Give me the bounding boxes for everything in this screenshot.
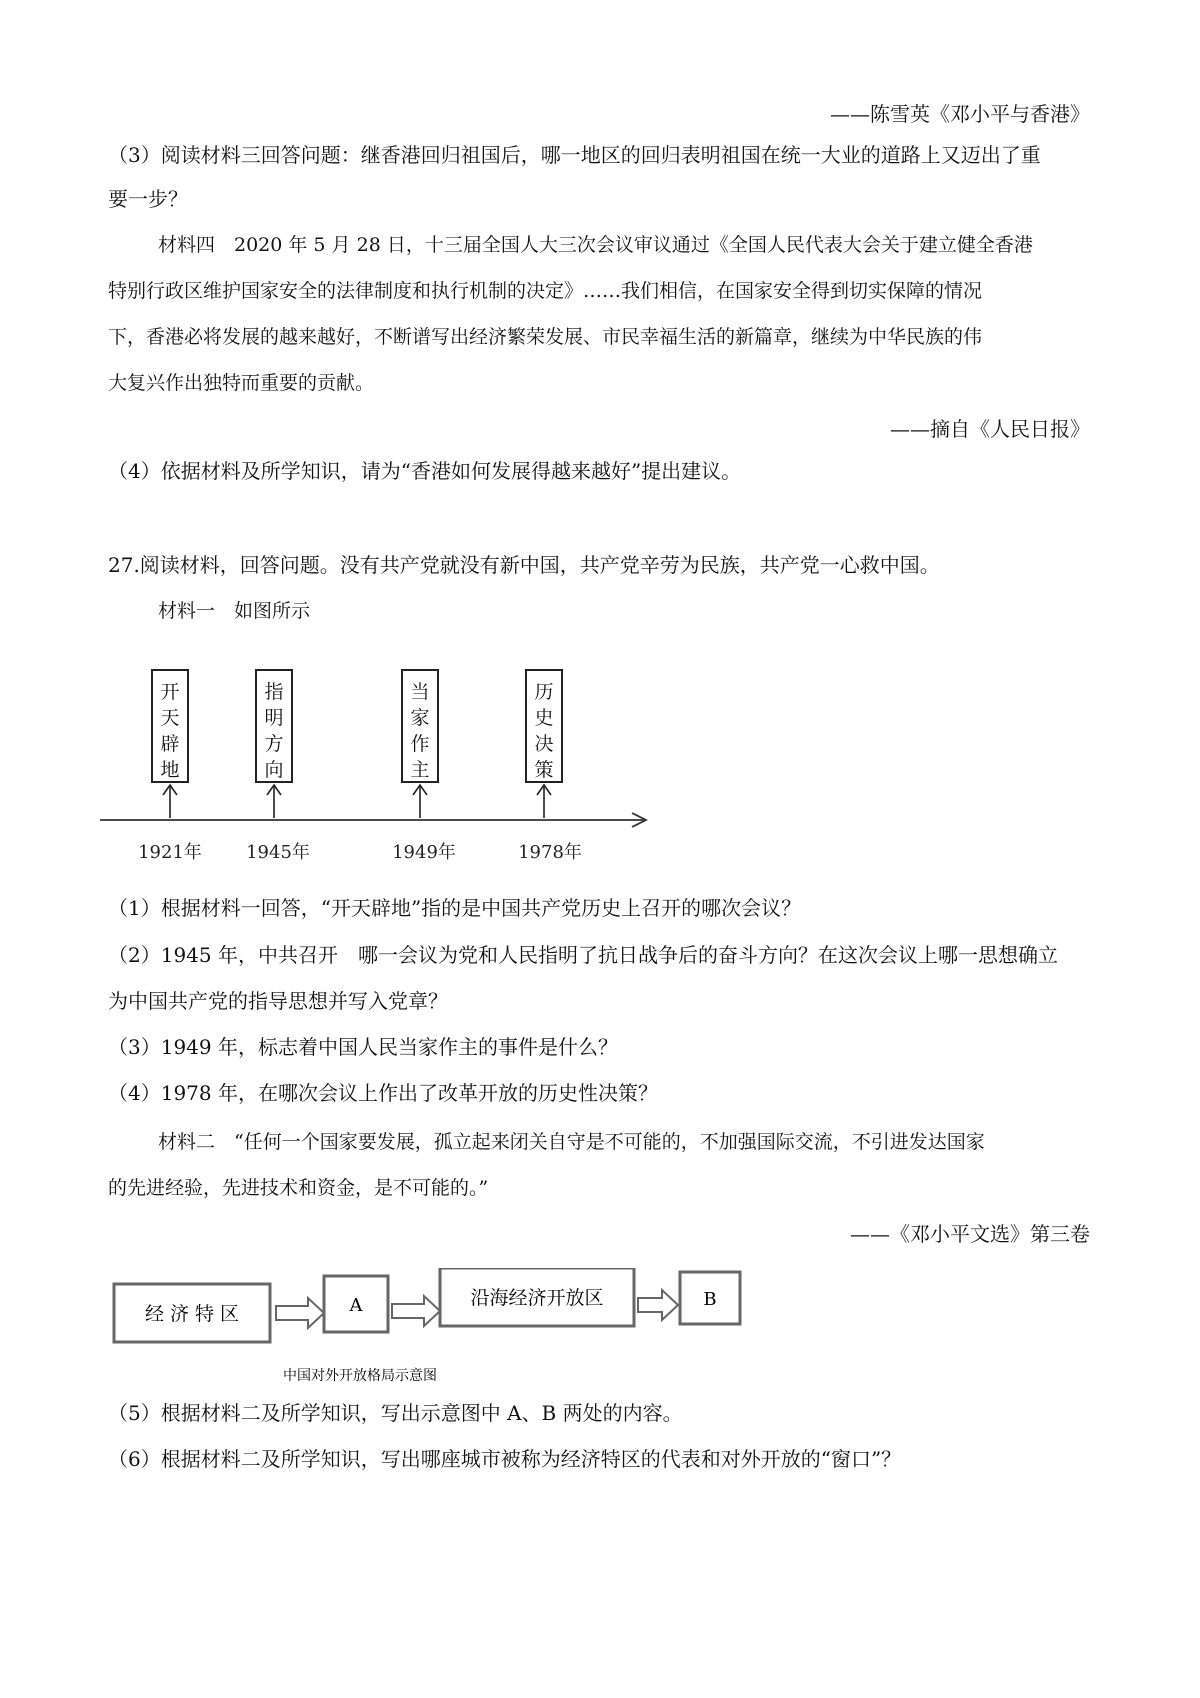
timeline-year: 1921年 [138, 842, 202, 863]
flow-box-a-label: A [349, 1295, 363, 1316]
timeline-char: 当 [410, 681, 430, 703]
source-citation: ——摘自《人民日报》 [890, 417, 1090, 441]
timeline-char: 作 [410, 733, 430, 755]
flow-box-sez-label: 经 济 特 区 [144, 1303, 240, 1325]
timeline-char: 家 [410, 707, 430, 729]
opening-up-flow-diagram [110, 1268, 810, 1388]
source-citation: ——陈雪英《邓小平与香港》 [830, 102, 1090, 126]
timeline-diagram [100, 668, 660, 878]
timeline-year: 1945年 [246, 842, 310, 863]
timeline-char: 向 [264, 759, 284, 781]
material-2-line2: 的先进经验，先进技术和资金，是不可能的。” [108, 1177, 489, 1199]
flow-box-b-label: B [703, 1289, 717, 1310]
material-4-line2: 特别行政区维护国家安全的法律制度和执行机制的决定》……我们相信，在国家安全得到切实保障的情况 [108, 280, 983, 302]
timeline-char: 策 [534, 759, 554, 781]
timeline-char: 开 [160, 681, 180, 703]
question-26-3: （3）阅读材料三回答问题：继香港回归祖国后，哪一地区的回归表明祖国在统一大业的道路上又迈出了重 [108, 143, 1041, 167]
timeline-char: 史 [534, 707, 554, 729]
question-27-4: （4）1978 年，在哪次会议上作出了改革开放的历史性决策？ [108, 1081, 658, 1105]
timeline-char: 天 [160, 707, 180, 729]
material-4-line4: 大复兴作出独特而重要的贡献。 [108, 372, 375, 394]
timeline-char: 历 [534, 681, 554, 703]
timeline-char: 地 [160, 759, 180, 781]
material-2-line1: 材料二 “任何一个国家要发展，孤立起来闭关自守是不可能的，不加强国际交流，不引进发达国家 [158, 1131, 985, 1153]
hollow-arrow-icon [392, 1296, 440, 1326]
timeline-char: 决 [534, 733, 554, 755]
question-27-2: （2）1945 年，中共召开 哪一会议为党和人民指明了抗日战争后的奋斗方向？在这次会议上哪一思想确立 [108, 943, 1058, 967]
timeline-year: 1949年 [392, 842, 456, 863]
question-26-3-cont: 要一步？ [108, 187, 188, 211]
question-27-2-cont: 为中国共产党的指导思想并写入党章？ [108, 989, 448, 1013]
hollow-arrow-icon [638, 1290, 678, 1320]
timeline-year: 1978年 [518, 842, 582, 863]
question-27-3: （3）1949 年，标志着中国人民当家作主的事件是什么？ [108, 1035, 618, 1059]
timeline-char: 指 [264, 681, 284, 703]
flow-box-coastal-label: 沿海经济开放区 [470, 1287, 604, 1309]
material-4-line3: 下，香港必将发展的越来越好，不断谱写出经济繁荣发展、市民幸福生活的新篇章，继续为中华民族的伟 [108, 326, 983, 348]
timeline-char: 主 [410, 759, 430, 781]
timeline-char: 辟 [160, 733, 180, 755]
material-4-line1: 材料四 2020 年 5 月 28 日，十三届全国人大三次会议审议通过《全国人民代表大会关于建立健全香港 [158, 234, 1033, 256]
timeline-char: 方 [264, 733, 284, 755]
question-27-intro: 27.阅读材料，回答问题。没有共产党就没有新中国，共产党辛劳为民族，共产党一心救中国。 [108, 553, 940, 577]
question-27-6: （6）根据材料二及所学知识，写出哪座城市被称为经济特区的代表和对外开放的“窗口”？ [108, 1447, 902, 1471]
question-26-4: （4）依据材料及所学知识，请为“香港如何发展得越来越好”提出建议。 [108, 459, 742, 483]
timeline-char: 明 [264, 707, 284, 729]
source-citation: ——《邓小平文选》第三卷 [850, 1222, 1090, 1246]
material-1-label: 材料一 如图所示 [158, 600, 311, 622]
question-27-5: （5）根据材料二及所学知识，写出示意图中 A、B 两处的内容。 [108, 1401, 683, 1425]
hollow-arrow-icon [276, 1298, 324, 1328]
flow-caption: 中国对外开放格局示意图 [283, 1368, 437, 1384]
question-27-1: （1）根据材料一回答，“开天辟地”指的是中国共产党历史上召开的哪次会议？ [108, 896, 802, 920]
